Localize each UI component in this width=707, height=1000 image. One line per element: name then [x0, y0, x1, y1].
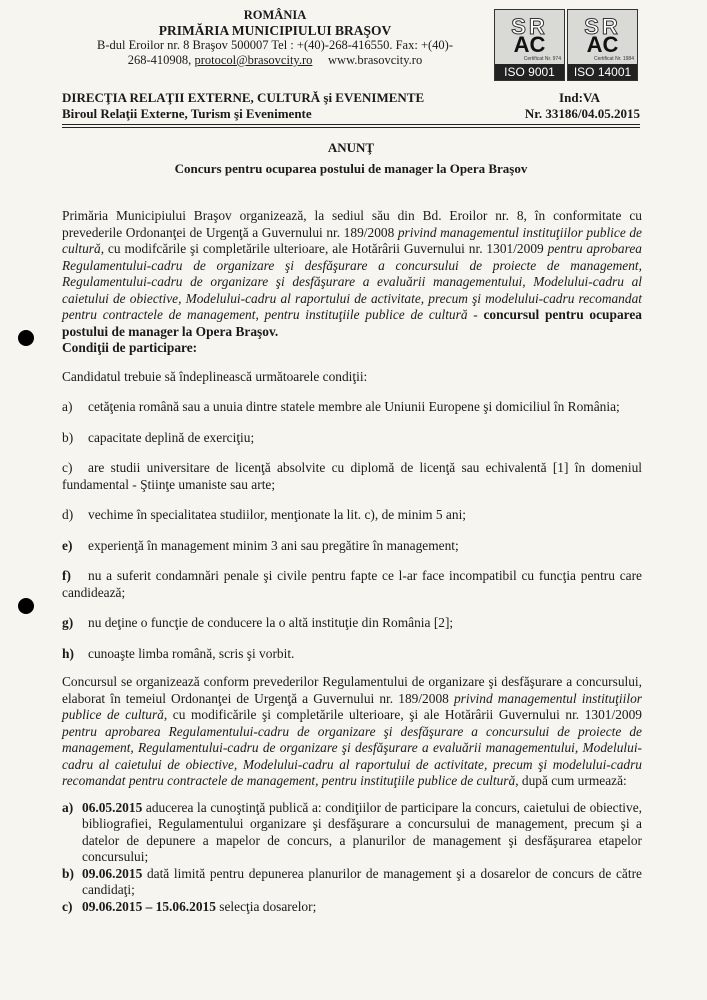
schedule-item: a) 06.05.2015 aducerea la cunoştinţă publică a: condiţiilor de participare la concurs, caietului de obiective, bibliografiei, Regulamentului organizare şi desfăşurare a concursului de management, precum şi a datelor de depunere a mapelor de concurs, a planurilor de management şi desfăşurarea etapelor concursului;	[62, 799, 642, 864]
srac-iso14001-logo: SR AC Certificat Nr. 1984 ISO 14001	[567, 9, 638, 81]
country-name: ROMÂNIA	[243, 8, 307, 22]
directorate-name: DIRECŢIA RELAŢII EXTERNE, CULTURĂ şi EVENIMENTE	[62, 90, 425, 105]
condition-item: h) cunoaşte limba română, scris şi vorbit.	[62, 645, 295, 661]
schedule-list	[62, 800, 642, 916]
header-divider-2	[62, 127, 640, 128]
punch-hole	[18, 330, 34, 346]
intro-paragraph: Primăria Municipiului Braşov organizează, la sediul său din Bd. Eroilor nr. 8, în conformitate cu prevederile Ordonanţei de Urgenţă a Guvernului nr. 189/2008 privind managementul instituţiilor publice de cultură, cu modifcările şi completările ulterioare, ale Hotărârii Guvernului nr. 1301/2009 pentru aprobarea Regulamentului-cadru de organizare şi desfăşurare a concursului de proiecte de management, Regulamentului-cadru de organizare şi desfăşurare a evaluării managementului, Modelului-cadru al caietului de obiective, Modelului-cadru al raportului de activitate, precum şi modelului-cadru recomandat pentru contractele de management, pentru instituţiile publice de cultură - concursul pentru ocuparea postului de manager la Opera Braşov.	[62, 208, 642, 339]
schedule-item: b) 09.06.2015 dată limită pentru depunerea planurilor de management şi a dosarelor de concurs de către candidaţi;	[62, 865, 642, 897]
letterhead	[60, 8, 490, 68]
organization-paragraph: Concursul se organizează conform prevederilor Regulamentului de organizare şi desfăşurare a concursului, elaborat în temeiul Ordonanţei de Urgenţă a Guvernului nr. 189/2008 privind managementul instituţiilor publice de cultură, cu modificările şi completările ulterioare, şi ale Hotărârii Guvernului nr. 1301/2009 pentru aprobarea Regulamentului-cadru de organizare şi desfăşurare a concursului de proiecte de management, Regulamentului-cadru de organizare şi desfăşurare a evaluării managementului, Modelului-cadru al caietului de obiective, Modelului-cadru al raportului de activitate, precum şi modelului-cadru recomandat pentru contractele de management, pentru instituţiile publice de cultură, după cum urmează:	[62, 674, 643, 788]
registration-number: Nr. 33186/04.05.2015	[524, 106, 640, 121]
directorate-block	[62, 90, 640, 122]
condition-item: c) are studii universitare de licenţă absolvite cu diplomă de licenţă sau echivalentă [1] în domeniul fundamental - Ştiinţe umaniste sau arte;	[62, 460, 642, 492]
address-line-2	[60, 53, 490, 68]
condition-item: b) capacitate deplină de exerciţiu;	[62, 429, 255, 445]
ind-code: Ind:VA	[559, 90, 600, 105]
schedule-item: c) 09.06.2015 – 15.06.2015 selecţia dosarelor;	[62, 898, 317, 914]
office-name: Biroul Relaţii Externe, Turism şi Evenimente	[62, 106, 312, 121]
condition-item: e) experienţă în management minim 3 ani sau pregătire în management;	[62, 537, 459, 553]
address-line-1: B-dul Eroilor nr. 8 Braşov 500007 Tel : +(40)-268-416550. Fax: +(40)-	[96, 38, 453, 52]
fax-continued: 268-410908,	[127, 53, 192, 67]
condition-item: d) vechime în specialitatea studiilor, menţionate la lit. c), de minim 5 ani;	[62, 507, 467, 522]
page-subtitle: Concurs pentru ocuparea postului de manager la Opera Braşov	[174, 161, 528, 176]
email-link[interactable]: protocol@brasovcity.ro	[194, 53, 313, 67]
conditions-lead: Candidatul trebuie să îndeplinească următoarele condiţii:	[62, 368, 368, 384]
certification-logos	[494, 9, 638, 81]
announcement-body	[62, 208, 642, 915]
header-divider	[62, 124, 640, 125]
condition-item: f) nu a suferit condamnări penale şi civile pentru fapte ce l-ar face incompatibil cu funcţia pentru care candidează;	[62, 568, 642, 600]
page-title: ANUNŢ	[327, 140, 375, 155]
punch-hole	[18, 598, 34, 614]
institution-name: PRIMĂRIA MUNICIPIULUI BRAŞOV	[158, 23, 392, 38]
conditions-heading: Condiţii de participare:	[62, 340, 198, 355]
srac-iso9001-logo: SR AC Certificat Nr. 974 ISO 9001	[494, 9, 565, 81]
condition-item: g) nu deţine o funcţie de conducere la o altă instituţie din România [2];	[62, 615, 454, 630]
website-link[interactable]: www.brasovcity.ro	[328, 53, 423, 67]
condition-item: a) cetăţenia română sau a unuia dintre statele membre ale Uniunii Europene şi domiciliul în România;	[62, 399, 620, 414]
